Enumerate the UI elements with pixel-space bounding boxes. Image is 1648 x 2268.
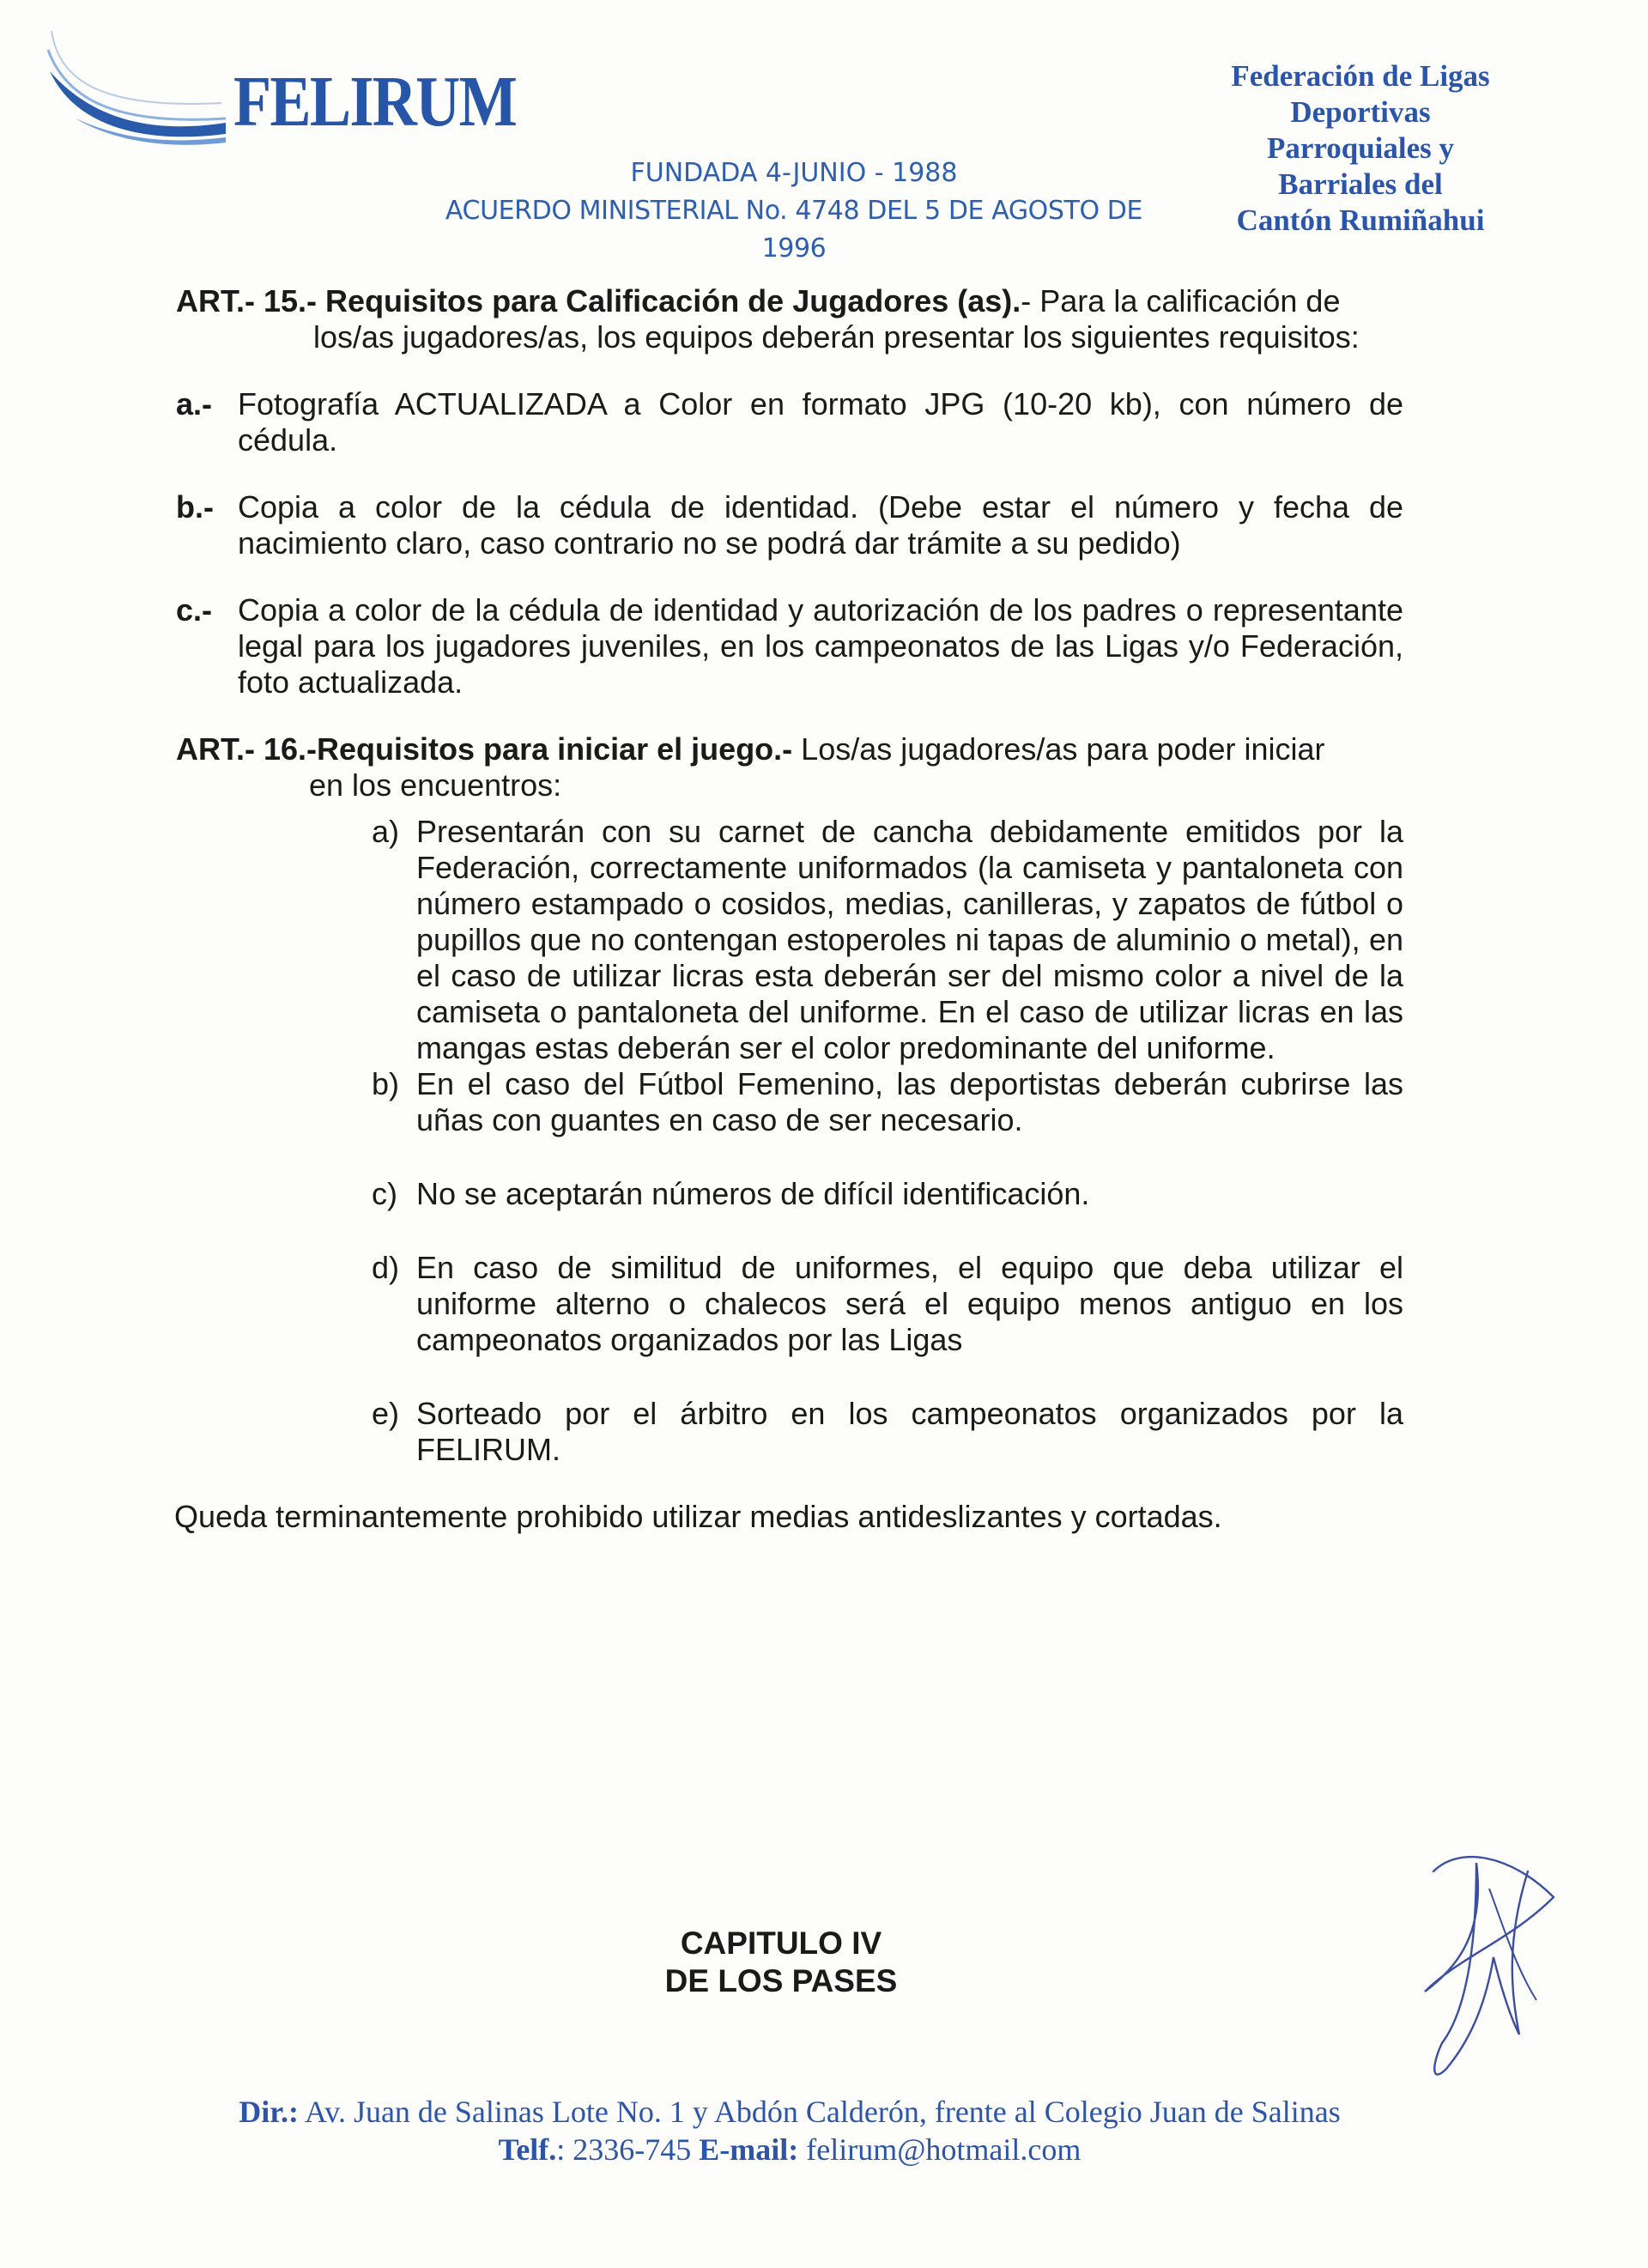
list-item-text: Presentarán con su carnet de cancha debidamente emitidos por la Federación, correctamente uniformados (la camiseta y pantaloneta con número estampado o cosidos, medias, canilleras, y zapatos de fútbol o pupillos que no contengan estoperoles ni tapas de aluminio o metal), en el caso de utilizar licras esta deberán ser del mismo color a nivel de la camiseta o pantaloneta del uniforme. En el caso de utilizar licras en las mangas estas deberán ser el color predominante del uniforme. bbox=[416, 814, 1403, 1065]
article-15-label: ART.- 15.- bbox=[176, 283, 318, 318]
list-item-label: e) bbox=[372, 1396, 400, 1431]
article-15-intro: - Para la calificación de bbox=[1021, 283, 1341, 318]
list-item bbox=[372, 1396, 1403, 1468]
list-item-text: No se aceptarán números de difícil identificación. bbox=[416, 1176, 1090, 1211]
article-15-heading bbox=[176, 283, 1403, 319]
requirement-item bbox=[176, 489, 1403, 561]
list-item-label: d) bbox=[372, 1250, 400, 1285]
article-15-intro-cont: los/as jugadores/as, los equipos deberán presentar los siguientes requisitos: bbox=[313, 319, 1360, 355]
email-address[interactable]: felirum@hotmail.com bbox=[798, 2132, 1082, 2167]
requirement-item bbox=[176, 592, 1403, 700]
list-item-label: a) bbox=[372, 814, 400, 849]
email-label: E-mail: bbox=[699, 2132, 799, 2167]
federation-line: Federación de Ligas bbox=[1231, 59, 1490, 93]
chapter-heading bbox=[541, 1925, 1021, 2000]
article-16-intro: Los/as jugadores/as para poder iniciar bbox=[792, 731, 1325, 767]
requirement-text: Fotografía ACTUALIZADA a Color en formato JPG (10-20 kb), con número de cédula. bbox=[238, 386, 1403, 458]
requirement-text: Copia a color de la cédula de identidad. (Debe estar el número y fecha de nacimiento claro, caso contrario no se podrá dar trámite a su pedido) bbox=[238, 489, 1403, 561]
signature-icon bbox=[1408, 1837, 1562, 2086]
footer-contact bbox=[129, 2093, 1451, 2168]
article-16-title: Requisitos para iniciar el juego.- bbox=[317, 731, 793, 767]
list-item-text: Sorteado por el árbitro en los campeonatos organizados por la FELIRUM. bbox=[416, 1396, 1403, 1467]
chapter-number: CAPITULO IV bbox=[680, 1925, 882, 1961]
list-item bbox=[372, 1250, 1403, 1358]
federation-name bbox=[1202, 58, 1519, 239]
article-15 bbox=[176, 283, 1403, 700]
list-item-label: c) bbox=[372, 1176, 397, 1211]
address-label: Dir.: bbox=[239, 2095, 299, 2129]
federation-line: Cantón Rumiñahui bbox=[1236, 203, 1485, 237]
list-item-text: En el caso del Fútbol Femenino, las deportistas deberán cubrirse las uñas con guantes en caso de ser necesario. bbox=[416, 1066, 1403, 1137]
federation-line: Parroquiales y bbox=[1266, 131, 1455, 165]
chapter-title: DE LOS PASES bbox=[664, 1963, 898, 1998]
requirement-item bbox=[176, 386, 1403, 458]
founded-date: FUNDADA 4-JUNIO - 1988 bbox=[630, 158, 958, 188]
article-15-title: Requisitos para Calificación de Jugadores (as). bbox=[325, 283, 1021, 318]
address-line bbox=[129, 2093, 1451, 2131]
game-requirements-list bbox=[372, 814, 1403, 1468]
requirement-text: Copia a color de la cédula de identidad y autorización de los padres o representante legal para los jugadores juveniles, en los campeonatos de las Ligas y/o Federación, foto actualizada. bbox=[238, 592, 1403, 700]
list-item bbox=[372, 1066, 1403, 1138]
address-text: Av. Juan de Salinas Lote No. 1 y Abdón Calderón, frente al Colegio Juan de Salinas bbox=[298, 2095, 1341, 2129]
phone-number: : 2336-745 bbox=[556, 2132, 700, 2167]
requirement-label: b.- bbox=[176, 489, 214, 525]
document-body bbox=[176, 283, 1403, 1535]
list-item-label: b) bbox=[372, 1066, 400, 1101]
list-item bbox=[372, 814, 1403, 1066]
requirement-label: c.- bbox=[176, 592, 213, 628]
phone-label: Telf. bbox=[498, 2132, 557, 2167]
requirement-label: a.- bbox=[176, 386, 213, 421]
article-16-label: ART.- 16.- bbox=[176, 731, 318, 767]
contact-line bbox=[129, 2131, 1451, 2168]
felirum-logo-icon bbox=[41, 24, 239, 153]
federation-line: Barriales del bbox=[1278, 167, 1443, 201]
founding-info bbox=[421, 155, 1167, 268]
article-16 bbox=[176, 731, 1403, 1468]
list-item-text: En caso de similitud de uniformes, el equipo que deba utilizar el uniforme alterno o chalecos será el equipo menos antiguo en los campeonatos organizados por las Ligas bbox=[416, 1250, 1403, 1357]
federation-line: Deportivas bbox=[1290, 95, 1431, 129]
ministerial-agreement: ACUERDO MINISTERIAL No. 4748 DEL 5 DE AGOSTO DE 1996 bbox=[445, 196, 1143, 264]
list-item bbox=[372, 1176, 1403, 1212]
closing-statement: Queda terminantemente prohibido utilizar medias antideslizantes y cortadas. bbox=[174, 1499, 1222, 1534]
article-16-intro-cont: en los encuentros: bbox=[309, 767, 562, 803]
article-16-heading bbox=[176, 731, 1403, 767]
logo-wordmark: FELIRUM bbox=[233, 62, 517, 142]
